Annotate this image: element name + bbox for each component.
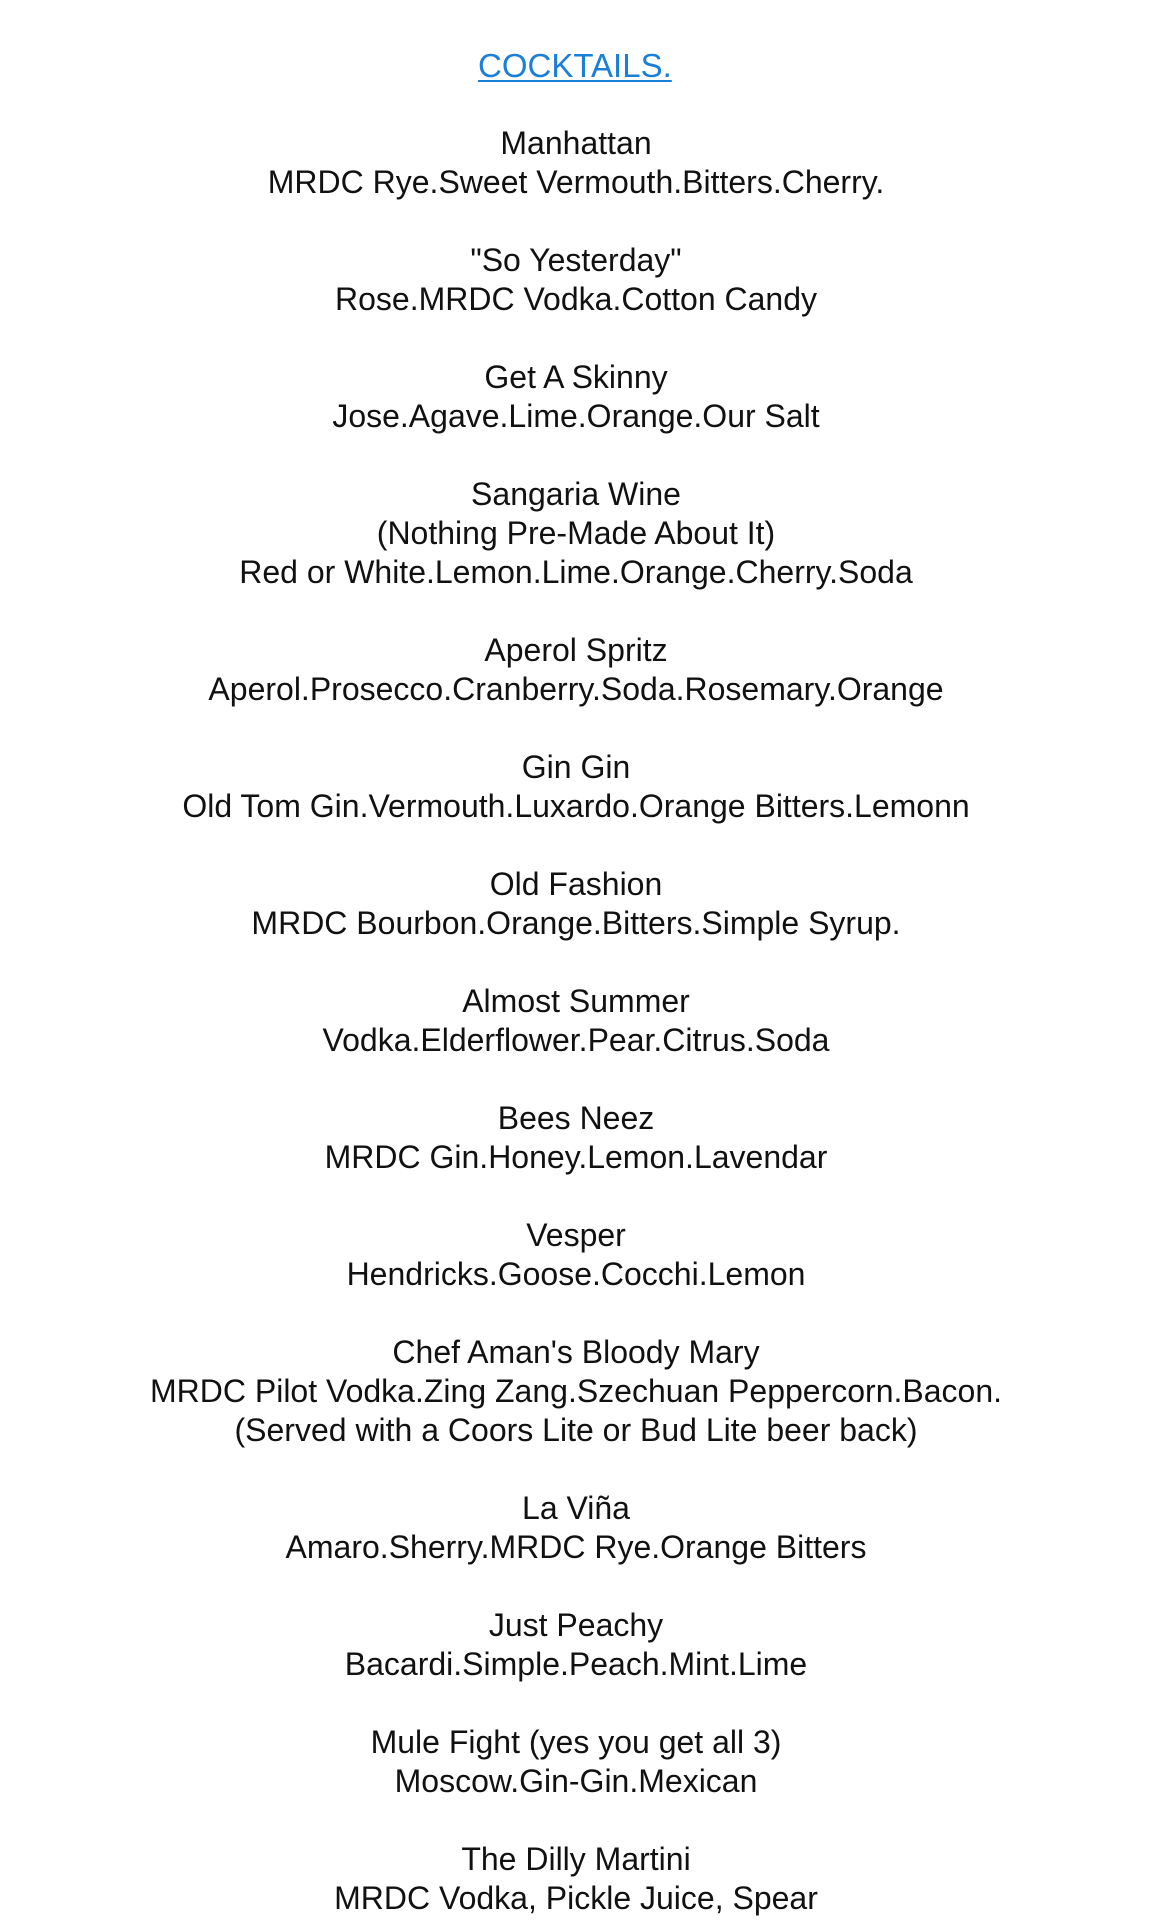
item-name: The Dilly Martini — [461, 1841, 691, 1877]
item-ingredients: MRDC Rye.Sweet Vermouth.Bitters.Cherry. — [267, 164, 885, 200]
menu-item-bloody-mary — [0, 1333, 1152, 1450]
item-name: Vesper — [526, 1217, 626, 1253]
item-ingredients: Vodka.Elderflower.Pear.Citrus.Soda — [322, 1022, 830, 1058]
menu-item-almost-summer — [0, 982, 1152, 1060]
menu-item-sangaria-wine — [0, 475, 1152, 592]
item-name: Almost Summer — [462, 983, 690, 1019]
menu-item-just-peachy — [0, 1606, 1152, 1684]
cocktail-list — [0, 124, 1152, 1920]
menu-item-aperol-spritz — [0, 631, 1152, 709]
item-name: Manhattan — [500, 125, 652, 161]
menu-item-gin-gin — [0, 748, 1152, 826]
item-ingredients: Hendricks.Goose.Cocchi.Lemon — [346, 1256, 806, 1292]
item-ingredients: Rose.MRDC Vodka.Cotton Candy — [335, 281, 817, 317]
item-ingredients: Amaro.Sherry.MRDC Rye.Orange Bitters — [285, 1529, 867, 1565]
item-name: Gin Gin — [521, 749, 631, 785]
item-note: (Nothing Pre-Made About It) — [376, 515, 776, 551]
item-ingredients: Red or White.Lemon.Lime.Orange.Cherry.Soda — [239, 554, 913, 590]
menu-item-old-fashion — [0, 865, 1152, 943]
item-name: Bees Neez — [497, 1100, 655, 1136]
item-ingredients: MRDC Gin.Honey.Lemon.Lavendar — [324, 1139, 828, 1175]
item-name: Just Peachy — [488, 1607, 664, 1643]
menu-item-vesper — [0, 1216, 1152, 1294]
item-name: Chef Aman's Bloody Mary — [392, 1334, 760, 1370]
item-ingredients: MRDC Pilot Vodka.Zing Zang.Szechuan Peppercorn.Bacon. — [149, 1373, 1002, 1409]
item-name: Aperol Spritz — [484, 632, 668, 668]
item-ingredients: MRDC Bourbon.Orange.Bitters.Simple Syrup. — [251, 905, 901, 941]
menu-item-so-yesterday — [0, 241, 1152, 319]
item-name: Old Fashion — [489, 866, 663, 902]
item-name: La Viña — [522, 1490, 630, 1526]
item-ingredients: Moscow.Gin-Gin.Mexican — [394, 1763, 758, 1799]
item-ingredients: Jose.Agave.Lime.Orange.Our Salt — [332, 398, 820, 434]
item-note: (Served with a Coors Lite or Bud Lite beer back) — [234, 1412, 918, 1448]
menu-item-bees-neez — [0, 1099, 1152, 1177]
item-ingredients: Aperol.Prosecco.Cranberry.Soda.Rosemary.Orange — [208, 671, 944, 707]
item-name: Sangaria Wine — [471, 476, 681, 512]
item-ingredients: Bacardi.Simple.Peach.Mint.Lime — [344, 1646, 808, 1682]
item-name: "So Yesterday" — [470, 242, 682, 278]
menu-item-get-a-skinny — [0, 358, 1152, 436]
item-ingredients: Old Tom Gin.Vermouth.Luxardo.Orange Bitters.Lemonn — [182, 788, 970, 824]
menu-item-mule-fight — [0, 1723, 1152, 1801]
item-ingredients: MRDC Vodka, Pickle Juice, Spear — [334, 1880, 818, 1916]
menu-item-la-vina — [0, 1489, 1152, 1567]
item-name: Mule Fight (yes you get all 3) — [370, 1724, 782, 1760]
menu-item-dilly-martini — [0, 1840, 1152, 1918]
menu-item-manhattan — [0, 124, 1152, 202]
item-name: Get A Skinny — [484, 359, 668, 395]
cocktails-title-link[interactable]: COCKTAILS. — [478, 47, 672, 84]
